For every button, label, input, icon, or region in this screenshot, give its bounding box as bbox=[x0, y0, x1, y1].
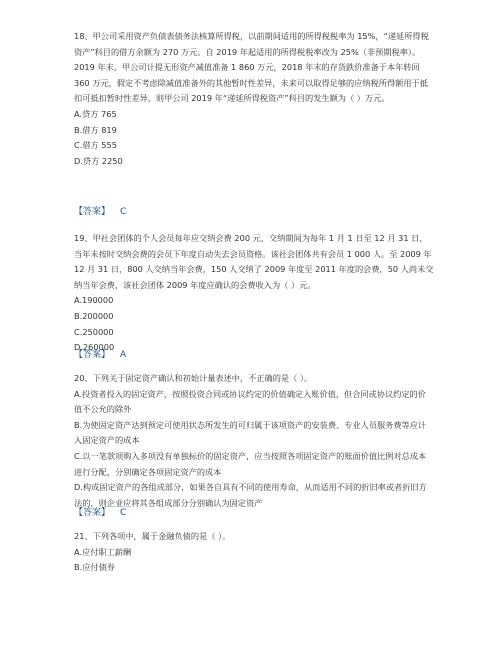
option-b: B.为使固定资产达到预定可使用状态所发生的可归属于该项资产的安装费、专业人员服务费等应计入固定资产的成本 bbox=[74, 419, 427, 446]
option-b: B.借方 819 bbox=[74, 124, 117, 135]
option-c: C.以一笔款项购入多项没有单独标价的固定资产，应当按照各项固定资产的账面价值比例对总成本进行分配，分别确定各项固定资产的成本 bbox=[74, 450, 427, 477]
option-a: A.贷方 765 bbox=[74, 108, 117, 119]
question-text: 21、下列各项中，属于金融负债的是（ ）。 bbox=[74, 531, 231, 541]
option-a: A.190000 bbox=[74, 295, 114, 306]
option-a: A.应付职工薪酬 bbox=[74, 546, 132, 557]
answer-label: 【答案】 bbox=[74, 508, 111, 518]
option-b: B.200000 bbox=[74, 310, 114, 321]
answer-label: 【答案】 bbox=[74, 350, 111, 360]
option-d: D.贷方 2250 bbox=[74, 155, 123, 166]
question-18 bbox=[74, 29, 434, 169]
answer-18 bbox=[74, 205, 126, 219]
option-a: A.投资者投入的固定资产，按照投资合同或协议约定的价值确定入账价值，但合同或协议约定的价值不公允的除外 bbox=[74, 388, 426, 415]
option-c: C.250000 bbox=[74, 326, 114, 337]
option-c: C.借方 555 bbox=[74, 140, 117, 151]
answer-value: C bbox=[120, 508, 127, 518]
option-b: B.应付债券 bbox=[74, 562, 115, 573]
answer-19 bbox=[74, 348, 126, 362]
question-20 bbox=[74, 371, 434, 511]
question-text: 20、下列关于固定资产确认和初始计量表述中，不正确的是（ ）。 bbox=[74, 373, 313, 383]
option-d: D.构成固定资产的各组成部分，如果各自具有不同的使用寿命，从而适用不同的折旧率或者折旧方法的，则企业应将其各组成部分分别确认为固定资产 bbox=[74, 482, 427, 508]
answer-value: A bbox=[120, 350, 127, 360]
answer-value: C bbox=[120, 207, 127, 217]
question-21 bbox=[74, 529, 434, 576]
question-text: 19、甲社会团体的个人会员每年应交纳会费 200 元，交纳期间为每年 1 月 1 日至 12 月 31 日，当年未按时交纳会费的会员下年度自动失去会员资格。该社会团体共有会员 1 000 人。至 2009 年 12 月 31 日，800 人交纳当年会费，150 人交纳了 2009 年度至 2011 年度的会费，50 人尚未交纳当年会费，该社会团体 2009 年度应确认的会费收入为（ ）元。 bbox=[74, 233, 434, 290]
option-d: D.260000 bbox=[74, 342, 115, 353]
question-19 bbox=[74, 231, 434, 356]
question-text: 18、甲公司采用资产负债表债务法核算所得税，以前期间适用的所得税税率为 15%，“递延所得税资产”科目的借方余额为 270 万元。自 2019 年起适用的所得税税率改为 25%（非预期税率）。2019 年末，甲公司计提无形资产减值准备 1 860 万元，2018 年末的存货跌价准备于本年转回 360 万元，假定不考虑除减值准备外的其他暂时性差异，未来可以取得足够的应纳税所得额用于抵扣可抵扣暂时性差异，则甲公司 2019 年“递延所得税资产”科目的发生额为（ ）万元。 bbox=[74, 31, 429, 104]
answer-20 bbox=[74, 506, 126, 520]
answer-label: 【答案】 bbox=[74, 207, 111, 217]
